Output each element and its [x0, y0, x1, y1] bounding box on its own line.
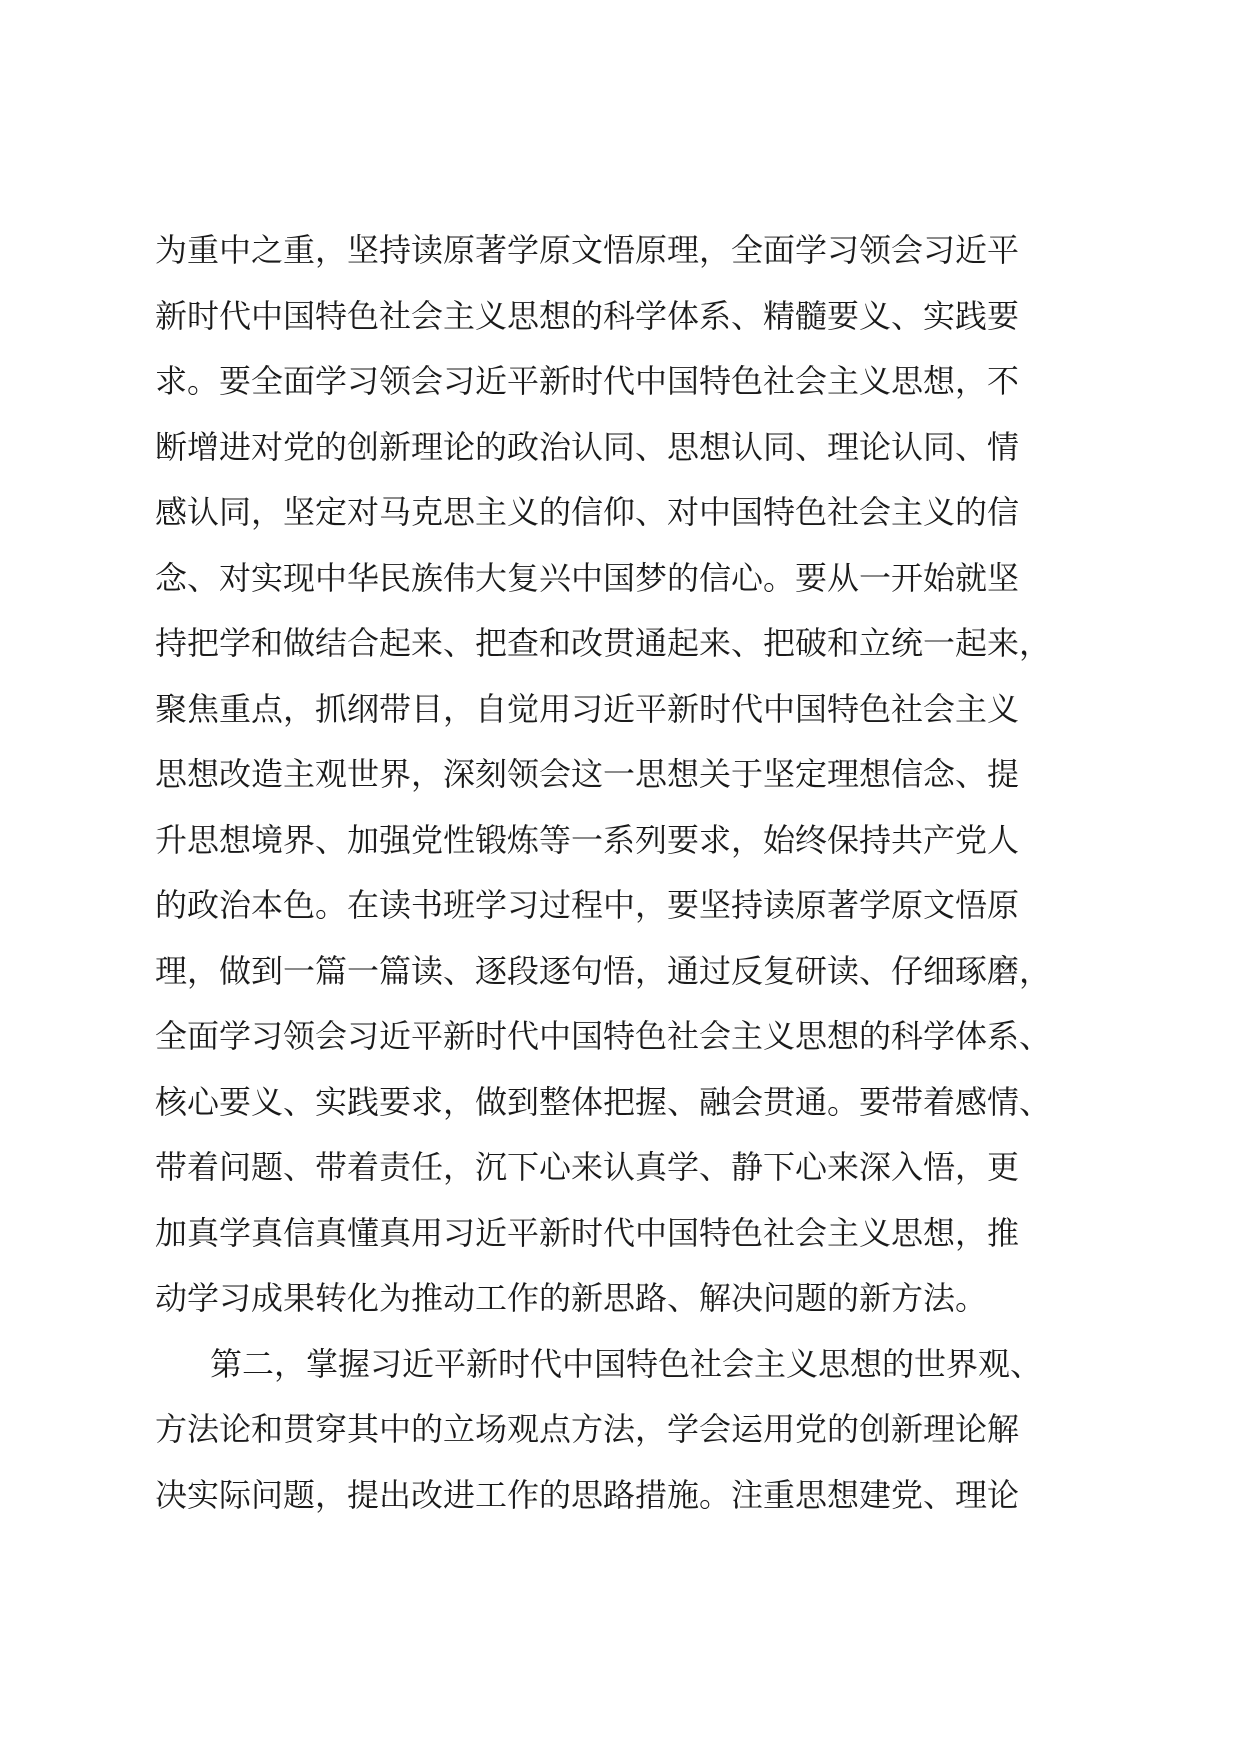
- text-line: 带着问题、带着责任，沉下心来认真学、静下心来深入悟，更: [155, 1148, 1020, 1186]
- text-line: 持把学和做结合起来、把查和改贯通起来、把破和立统一起来，: [155, 624, 1052, 662]
- text-line: 感认同，坚定对马克思主义的信仰、对中国特色社会主义的信: [155, 493, 1020, 531]
- text-line: 决实际问题，提出改进工作的思路措施。注重思想建党、理论: [155, 1475, 1020, 1514]
- paragraph-start-line: 第二，掌握习近平新时代中国特色社会主义思想的世界观、: [210, 1344, 1043, 1383]
- text-line: 加真学真信真懂真用习近平新时代中国特色社会主义思想，推: [155, 1213, 1020, 1252]
- body-text: [155, 218, 1085, 1528]
- text-line: 动学习成果转化为推动工作的新思路、解决问题的新方法。: [155, 1279, 988, 1317]
- text-line: 求。要全面学习领会习近平新时代中国特色社会主义思想，不: [155, 362, 1020, 400]
- text-line: 断增进对党的创新理论的政治认同、思想认同、理论认同、情: [155, 427, 1020, 466]
- text-line: 核心要义、实践要求，做到整体把握、融会贯通。要带着感情、: [155, 1082, 1052, 1121]
- text-line: 全面学习领会习近平新时代中国特色社会主义思想的科学体系、: [155, 1017, 1052, 1055]
- text-line: 新时代中国特色社会主义思想的科学体系、精髓要义、实践要: [155, 296, 1020, 335]
- text-line: 理，做到一篇一篇读、逐段逐句悟，通过反复研读、仔细琢磨，: [155, 951, 1052, 990]
- text-line: 升思想境界、加强党性锻炼等一系列要求，始终保持共产党人: [155, 820, 1020, 859]
- text-line: 方法论和贯穿其中的立场观点方法，学会运用党的创新理论解: [155, 1410, 1020, 1448]
- text-line: 思想改造主观世界，深刻领会这一思想关于坚定理想信念、提: [155, 755, 1020, 793]
- text-line: 的政治本色。在读书班学习过程中，要坚持读原著学原文悟原: [155, 886, 1020, 924]
- text-line: 念、对实现中华民族伟大复兴中国梦的信心。要从一开始就坚: [155, 558, 1020, 597]
- text-line: 为重中之重，坚持读原著学原文悟原理，全面学习领会习近平: [155, 231, 1020, 269]
- text-line: 聚焦重点，抓纲带目，自觉用习近平新时代中国特色社会主义: [155, 689, 1020, 728]
